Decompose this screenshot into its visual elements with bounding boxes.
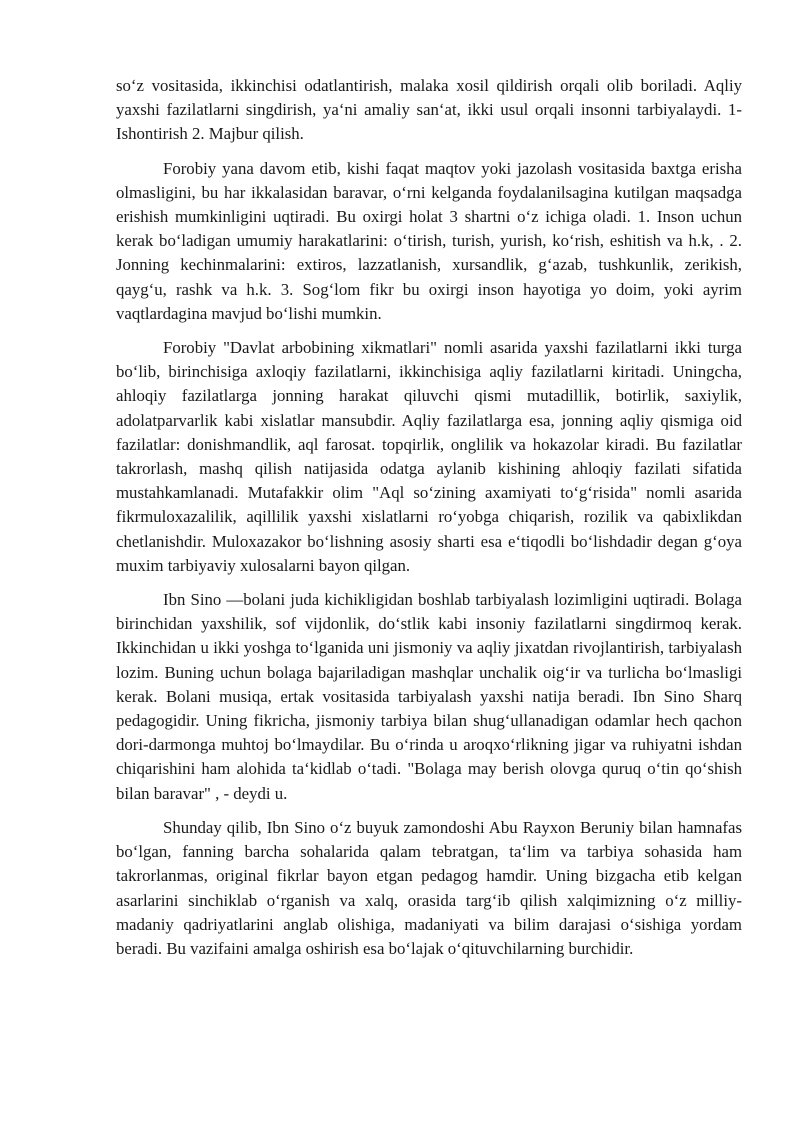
paragraph-2: Forobiy yana davom etib, kishi faqat maqtov yoki jazolash vositasida baxtga erisha olmasligini, bu har ikkalasidan baravar, o‘rni kelganda foydalanilsagina kutilgan maqsadga erishish mumkinligini uqtiradi. Bu oxirgi holat 3 shartni o‘z ichiga oladi. 1. Inson uchun kerak bo‘ladigan umumiy harakatlarini: o‘tirish, turish, yurish, ko‘rish, eshitish va h.k, . 2. Jonning kechinmalarini: extiros, lazzatlanish, xursandlik, g‘azab, tushkunlik, zerikish, qayg‘u, rashk va h.k. 3. Sog‘lom fikr bu oxirgi inson hayotiga yo doim, yoki ayrim vaqtlardagina mavjud bo‘lishi mumkin.	[116, 158, 742, 323]
paragraph-4: Ibn Sino —bolani juda kichikligidan boshlab tarbiyalash lozimligini uqtiradi. Bolaga birinchidan yaxshilik, sof vijdonlik, do‘stlik kabi insoniy fazilatlarni singdirmoq kerak. Ikkinchidan u ikki yoshga to‘lganida uni jismoniy va aqliy jixatdan rivojlantirish, tarbiyalash lozim. Buning uchun bolaga bajariladigan mashqlar unchalik oig‘ir va turlicha bo‘lmasligi kerak. Bolani musiqa, ertak vositasida tarbiyalash yaxshi natija beradi. Ibn Sino Sharq pedagogidir. Uning fikricha, jismoniy tarbiya bilan shug‘ullanadigan odamlar hech qachon dori-darmonga muhtoj bo‘lmaydilar. Bu o‘rinda u aroqxo‘rlikning jigar va ruhiyatni ishdan chiqarishini ham alohida ta‘kidlab o‘tadi. "Bolaga may berish olovga quruq o‘tin qo‘shish bilan baravar" , - deydi u.	[116, 590, 742, 803]
paragraph-1: so‘z vositasida, ikkinchisi odatlantirish, malaka xosil qildirish orqali olib boriladi. Aqliy yaxshi fazilatlarni singdirish, ya‘ni amaliy san‘at, ikki usul orqali insonni tarbiyalaydi. 1- Ishontirish 2. Majbur qilish.	[116, 76, 742, 144]
paragraph-5: Shunday qilib, Ibn Sino o‘z buyuk zamondoshi Abu Rayxon Beruniy bilan hamnafas bo‘lgan, fanning barcha sohalarida qalam tebratgan, ta‘lim va tarbiya sohasida ham takrorlanmas, original fikrlar bayon etgan pedagog hamdir. Uning bizgacha etib kelgan asarlarini sinchiklab o‘rganish va xalq, orasida targ‘ib qilish xalqimizning o‘z milliy-madaniy qadriyatlarini anglab olishiga, madaniyati va bilim darajasi o‘sishiga yordam beradi. Bu vazifaini amalga oshirish esa bo‘lajak o‘qituvchilarning burchidir.	[116, 817, 742, 958]
paragraph-3: Forobiy "Davlat arbobining xikmatlari" nomli asarida yaxshi fazilatlarni ikki turga bo‘lib, birinchisiga axloqiy fazilatlarni, ikkinchisiga aqliy fazilatlarni kiritadi. Uningcha, ahloqiy fazilatlarga jonning harakat qiluvchi qismi mutadillik, botirlik, saxiylik, adolatparvarlik kabi xislatlar mansubdir. Aqliy fazilatlarga esa, jonning aqliy qismiga oid fazilatlar: donishmandlik, aql farosat. topqirlik, onglilik va hokazolar kiradi. Bu fazilatlar takrorlash, mashq qilish natijasida odatga aylanib kishining ahloqiy fazilati sifatida mustahkamlanadi. Mutafakkir olim "Aql so‘zining axamiyati to‘g‘risida" nomli asarida fikrmuloxazalilik, aqillilik yaxshi xislatlarni ro‘yobga chiqarish, rozilik va qabixlikdan chetlanishdir. Muloxazakor bo‘lishning asosiy sharti esa e‘tiqodli bo‘lishdadir degan g‘oya muxim tarbiyaviy xulosalarni bayon qilgan.	[116, 338, 742, 575]
